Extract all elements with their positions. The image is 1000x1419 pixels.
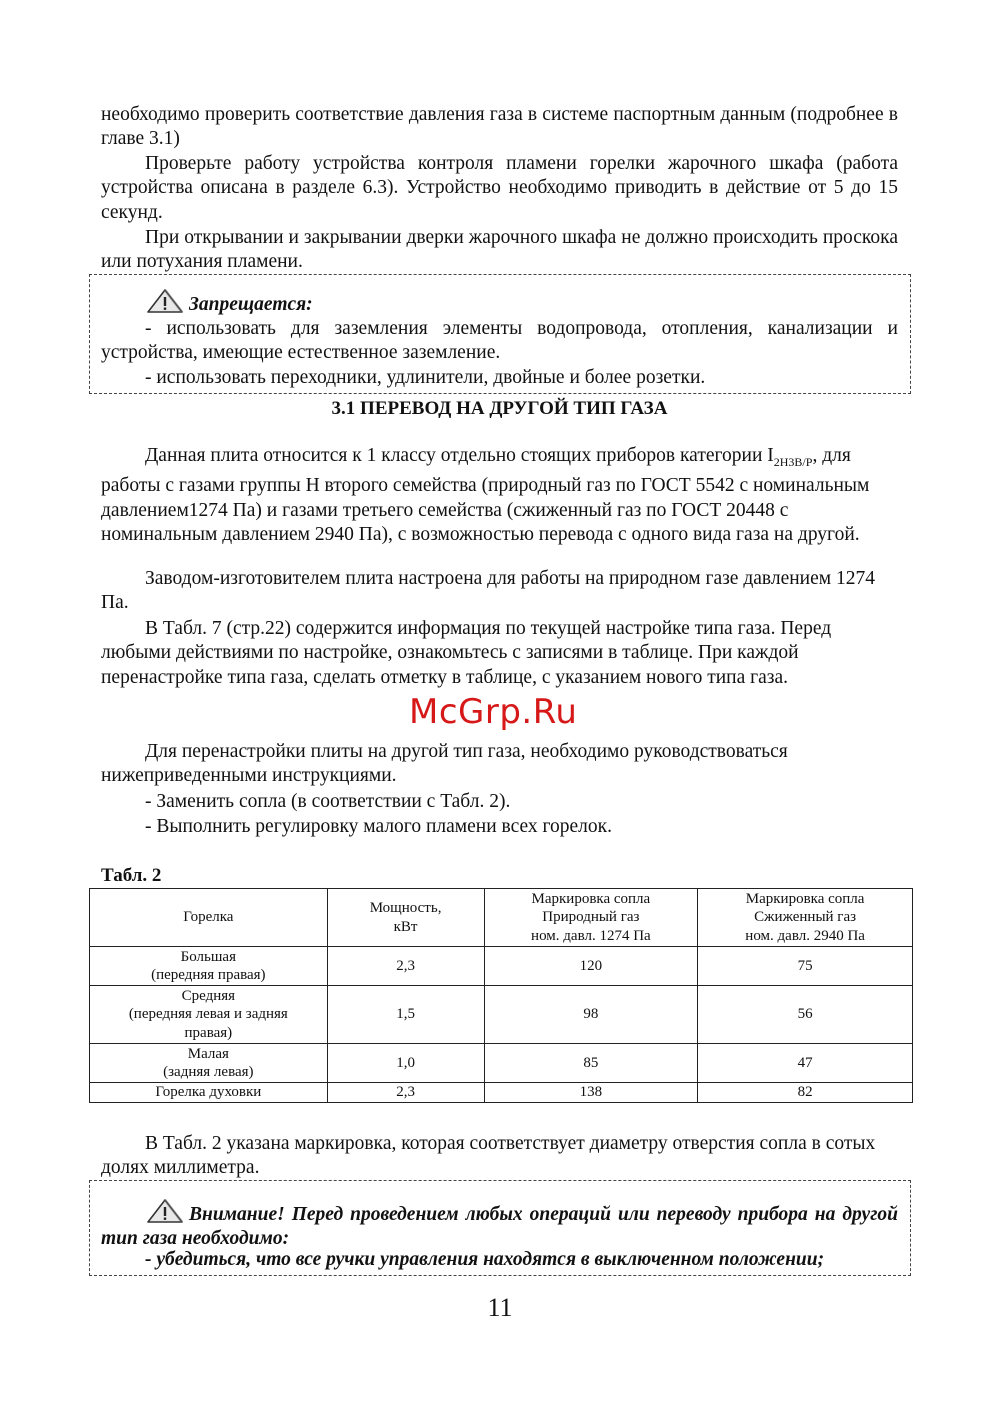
- section-paragraph-3: В Табл. 7 (стр.22) содержится информация по текущей настройке типа газа. Перед любыми действиями по настройке, ознакомьтесь с записями в таблице. При каждой перенастройке типа газа, сделать отметку в таблице, с указанием нового типа газа.: [101, 618, 832, 688]
- header-burner: Горелка: [90, 889, 328, 947]
- prohibited-item-2: - использовать переходники, удлинители, двойные и более розетки.: [145, 367, 706, 388]
- prohibited-box: [89, 274, 911, 394]
- section-heading: 3.1 ПЕРЕВОД НА ДРУГОЙ ТИП ГАЗА: [331, 398, 668, 419]
- attention-box: [89, 1180, 911, 1276]
- table-row: Средняя (передняя левая и задняя правая) 1,5 98 56: [90, 986, 913, 1044]
- table-row: Малая (задняя левая) 1,0 85 47: [90, 1044, 913, 1083]
- section-paragraph-1: Данная плита относится к 1 классу отдельно стоящих приборов категории $I_{2H3B/P}$, для работы с газами группы H второго семейства (природный газ по ГОСТ 5542 с номинальным давлением1274 Па) и газами третьего семейства (сжиженный газ по ГОСТ 20448 с номинальным давлением 2940 Па), с возможностью перевода с одного вида газа на другой.: [101, 445, 870, 546]
- intro-paragraph-3: При открывании и закрывании дверки жарочного шкафа не должно происходить проскока или потухания пламени.: [101, 227, 898, 273]
- warning-icon: [145, 1198, 185, 1224]
- warning-icon: [145, 288, 185, 314]
- instruction-step-2: - Выполнить регулировку малого пламени всех горелок.: [145, 816, 613, 837]
- header-natural-gas: Маркировка сопла Природный газ ном. давл. 1274 Па: [484, 889, 698, 947]
- header-lpg: Маркировка сопла Сжиженный газ ном. давл. 2940 Па: [698, 889, 913, 947]
- prohibited-title: Запрещается:: [189, 294, 313, 315]
- page-number: 11: [487, 1293, 513, 1322]
- table-label: Табл. 2: [101, 865, 162, 886]
- section-paragraph-2: Заводом-изготовителем плита настроена для работы на природном газе давлением 1274 Па.: [101, 568, 875, 614]
- gas-category-subscript: 2H3B/P: [773, 454, 813, 469]
- section-paragraph-4: Для перенастройки плиты на другой тип газа, необходимо руководствоваться нижеприведенными инструкциями.: [101, 741, 788, 787]
- watermark-text: McGrp.Ru: [409, 692, 578, 732]
- table-row: Горелка духовки 2,3 138 82: [90, 1083, 913, 1103]
- nozzle-table: [89, 888, 913, 1103]
- intro-paragraph-1: необходимо проверить соответствие давления газа в системе паспортным данным (подробнее в главе 3.1): [101, 104, 898, 150]
- intro-paragraph-2: Проверьте работу устройства контроля пламени горелки жарочного шкафа (работа устройства описана в разделе 6.3). Устройство необходимо приводить в действие от 5 до 15 секунд.: [101, 153, 898, 223]
- prohibited-item-1: - использовать для заземления элементы водопровода, отопления, канализации и устройства, имеющие естественное заземление.: [101, 318, 898, 364]
- table-header-row: [90, 889, 913, 947]
- attention-item-1: - убедиться, что все ручки управления находятся в выключенном положении;: [145, 1249, 825, 1270]
- header-power: Мощность, кВт: [327, 889, 484, 947]
- instruction-step-1: - Заменить сопла (в соответствии с Табл. 2).: [145, 791, 511, 812]
- attention-title: Внимание! Перед проведением любых операций или переводу прибора на другой тип газа необходимо:: [101, 1204, 898, 1250]
- table-row: Большая (передняя правая) 2,3 120 75: [90, 947, 913, 986]
- after-table-paragraph: В Табл. 2 указана маркировка, которая соответствует диаметру отверстия сопла в сотых долях миллиметра.: [101, 1133, 876, 1179]
